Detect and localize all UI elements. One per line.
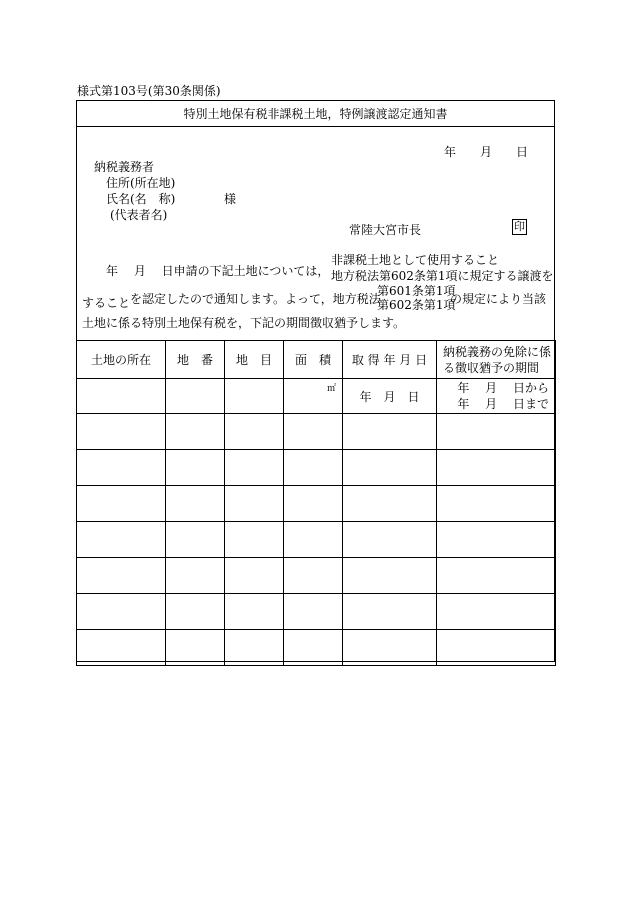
cell [343, 630, 437, 666]
cell [343, 414, 437, 450]
cell [437, 558, 556, 594]
body-line1: 年 月 日申請の下記土地については， [106, 264, 330, 278]
table-row [77, 486, 556, 522]
document-title: 特別土地保有税非課税土地，特例譲渡認定通知書 [77, 101, 554, 127]
cell [166, 630, 225, 666]
cell [284, 486, 343, 522]
cell [284, 630, 343, 666]
cell [166, 558, 225, 594]
body-line3: 土地に係る特別土地保有税を，下記の期間徴収猶予します。 [82, 316, 406, 330]
header-acquisition-date: 取 得 年 月 日 [343, 341, 437, 379]
cell-deferral-period [437, 379, 556, 414]
cell-lot-number [166, 379, 225, 414]
seal-mark [512, 219, 527, 235]
header-deferral-period: 納税義務の免除に係る徴収猶予の期間 [437, 341, 556, 379]
header-lot-number: 地 番 [166, 341, 225, 379]
cell [225, 630, 284, 666]
cell [225, 486, 284, 522]
body-article-601: 第601条第1項 [377, 284, 456, 298]
cell [343, 486, 437, 522]
cell [284, 450, 343, 486]
cell [284, 414, 343, 450]
table-row [77, 594, 556, 630]
honorific: 様 [224, 192, 237, 206]
cell-area [284, 379, 343, 414]
body-line2-mid: を認定したので通知します。よって，地方税法 [130, 292, 381, 306]
cell [437, 630, 556, 666]
cell [343, 450, 437, 486]
cell [77, 450, 166, 486]
body-option-transfer: 地方税法第602条第1項に規定する譲渡を [331, 269, 554, 283]
cell [437, 450, 556, 486]
cell [225, 558, 284, 594]
cell [166, 486, 225, 522]
cell [166, 522, 225, 558]
cell [166, 414, 225, 450]
taxpayer-address-label: 住所(所在地) [106, 176, 176, 190]
cell-acquisition-date [343, 379, 437, 414]
header-area: 面 積 [284, 341, 343, 379]
issue-date: 年 月 日 [444, 145, 529, 159]
cell [77, 414, 166, 450]
area-unit: ㎡ [326, 384, 336, 394]
header-location: 土地の所在 [77, 341, 166, 379]
cell [77, 630, 166, 666]
cell [77, 522, 166, 558]
cell [343, 522, 437, 558]
seal-icon: 印 [514, 220, 525, 233]
cell [166, 594, 225, 630]
taxpayer-name-label: 氏名(名 称) [106, 192, 176, 206]
cell [225, 522, 284, 558]
taxpayer-heading: 納税義務者 [94, 160, 155, 174]
cell [284, 522, 343, 558]
cell [225, 594, 284, 630]
table-row [77, 522, 556, 558]
table-row [77, 558, 556, 594]
cell [77, 594, 166, 630]
cell [437, 486, 556, 522]
period-to: 年 月 日まで [457, 397, 549, 411]
cell [225, 414, 284, 450]
cell [284, 594, 343, 630]
table-row [77, 630, 556, 666]
table-row [77, 379, 556, 414]
table-row [77, 450, 556, 486]
cell-location [77, 379, 166, 414]
body-article-602: 第602条第1項 [377, 298, 456, 312]
cell [343, 558, 437, 594]
cell [77, 558, 166, 594]
cell [284, 558, 343, 594]
cell-land-category [225, 379, 284, 414]
body-option-nontaxable: 非課税土地として使用すること [331, 253, 500, 267]
period-from: 年 月 日から [457, 381, 549, 395]
representative-label: (代表者名) [110, 208, 168, 222]
acquisition-date-text: 年 月 日 [359, 389, 420, 404]
form-number-label: 様式第103号(第30条関係) [77, 84, 221, 98]
cell [437, 594, 556, 630]
table-row [77, 414, 556, 450]
cell [166, 450, 225, 486]
body-line2-suffix: の規定により当該 [450, 292, 547, 306]
header-land-category: 地 目 [225, 341, 284, 379]
cell [225, 450, 284, 486]
cell [343, 594, 437, 630]
cell [437, 522, 556, 558]
cell [77, 486, 166, 522]
issuer-name: 常陸大宮市長 [349, 223, 422, 237]
land-table [76, 340, 556, 666]
body-line2-prefix: すること [82, 296, 131, 310]
cell [437, 414, 556, 450]
